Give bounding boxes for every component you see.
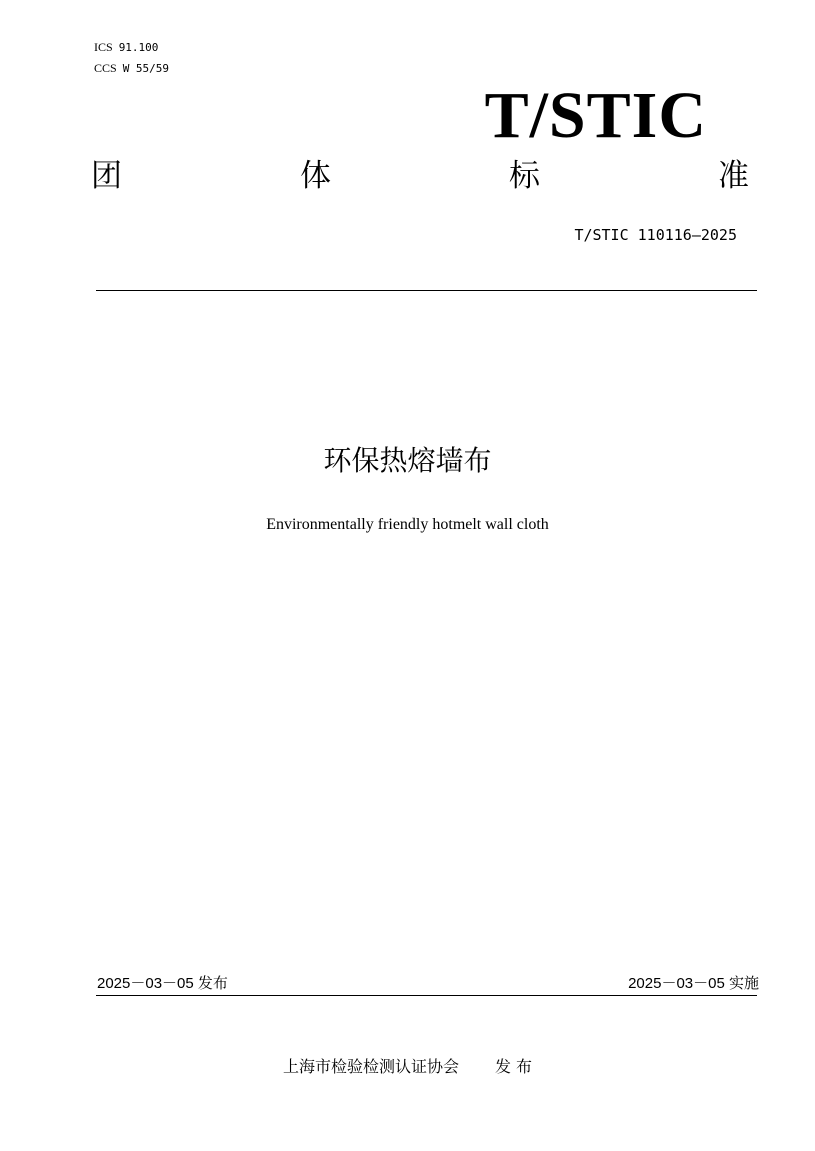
publisher-name: 上海市检验检测认证协会 (282, 1057, 459, 1076)
publisher-line (0, 1054, 815, 1077)
organization-code-logo: T/STIC (484, 79, 707, 152)
ics-code-line (94, 40, 158, 55)
ccs-value: W 55/59 (122, 62, 170, 75)
publisher-action: 发 布 (494, 1057, 533, 1076)
implementation-date: 2025－03－05 实施 (628, 975, 759, 992)
standard-number: T/STIC 110116—2025 (574, 226, 737, 244)
top-divider (96, 290, 757, 291)
ics-label: ICS (94, 40, 113, 54)
title-chinese: 环保热熔墙布 (323, 444, 492, 477)
title-english: Environmentally friendly hotmelt wall cloth (266, 516, 549, 533)
publish-date: 2025－03－05 发布 (97, 975, 228, 992)
standard-type-char-4: 准 (718, 158, 749, 194)
ccs-label: CCS (94, 61, 117, 75)
standard-type-heading (91, 158, 749, 195)
standard-type-char-2: 体 (300, 158, 331, 194)
standard-type-char-3: 标 (509, 158, 540, 194)
ccs-code-line (94, 61, 169, 76)
bottom-divider (96, 995, 757, 996)
standard-type-char-1: 团 (91, 158, 122, 194)
ics-value: 91.100 (118, 41, 159, 54)
